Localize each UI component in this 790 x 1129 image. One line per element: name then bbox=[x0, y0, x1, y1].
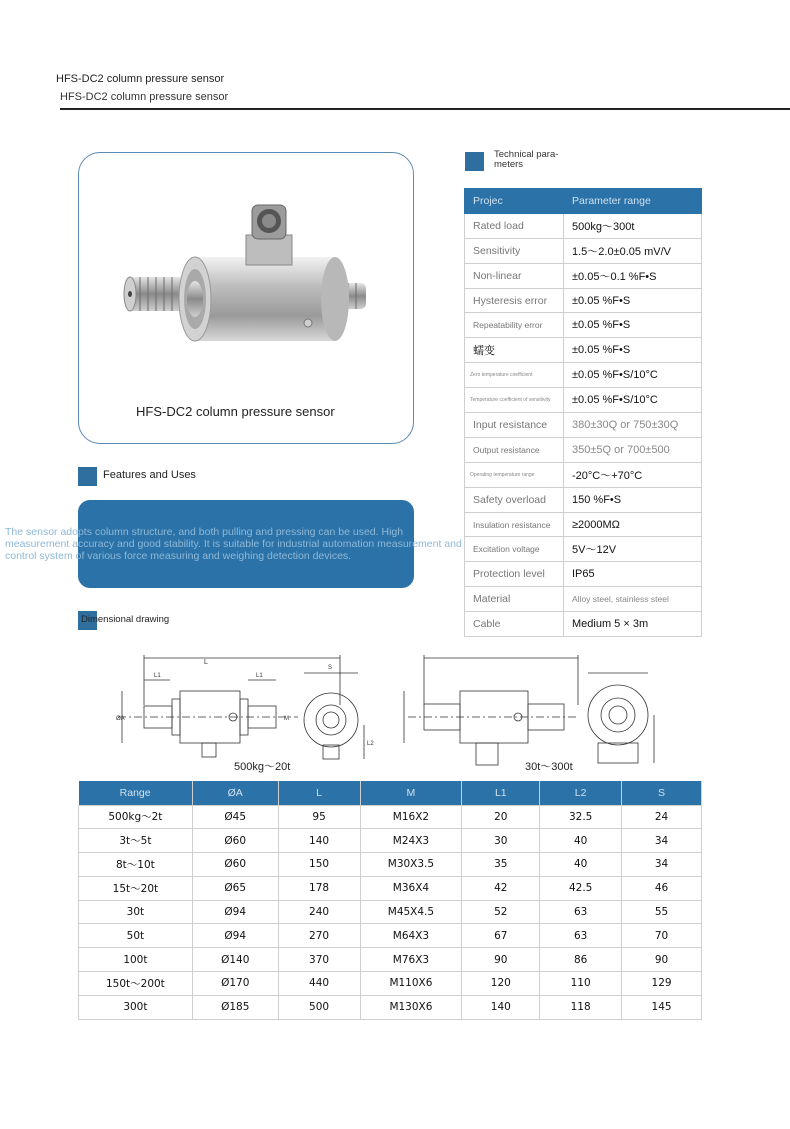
param-value: 1.5～2.0±0.05 mV/V bbox=[564, 238, 702, 263]
cell: 50t bbox=[79, 924, 193, 948]
table-row bbox=[79, 948, 702, 972]
table-row bbox=[465, 213, 702, 238]
table-row bbox=[465, 238, 702, 263]
header-cell: Range bbox=[79, 781, 193, 805]
table-row bbox=[465, 537, 702, 562]
param-name: Input resistance bbox=[465, 413, 564, 438]
cell: 145 bbox=[622, 995, 702, 1019]
cell: 52 bbox=[462, 900, 540, 924]
cell: 500 bbox=[278, 995, 360, 1019]
table-row bbox=[465, 612, 702, 637]
sensor-product-image bbox=[120, 195, 370, 365]
table-row bbox=[79, 900, 702, 924]
cell: 24 bbox=[622, 805, 702, 829]
section-marker bbox=[78, 467, 97, 486]
product-caption: HFS-DC2 column pressure sensor bbox=[136, 404, 335, 419]
table-row bbox=[465, 388, 702, 413]
param-name: Repeatability error bbox=[465, 313, 564, 338]
cell: M36X4 bbox=[360, 876, 462, 900]
cell: 140 bbox=[462, 995, 540, 1019]
param-name: Operating temperature range bbox=[465, 462, 564, 487]
param-name: Safety overload bbox=[465, 487, 564, 512]
param-value: 150 %F•S bbox=[564, 487, 702, 512]
large-sensor-end-view bbox=[588, 673, 654, 763]
page-subtitle: HFS-DC2 column pressure sensor bbox=[60, 91, 229, 103]
dim-label: S bbox=[328, 665, 333, 671]
cell: 35 bbox=[462, 853, 540, 877]
page-title: HFS-DC2 column pressure sensor bbox=[56, 73, 225, 85]
param-name: Output resistance bbox=[465, 437, 564, 462]
cell: 178 bbox=[278, 876, 360, 900]
param-value: 380±30Q or 750±30Q bbox=[564, 413, 702, 438]
header-cell: Parameter range bbox=[564, 189, 702, 214]
cell: 20 bbox=[462, 805, 540, 829]
table-row bbox=[465, 462, 702, 487]
header-cell: L2 bbox=[540, 781, 622, 805]
cell: 118 bbox=[540, 995, 622, 1019]
cell: 40 bbox=[540, 829, 622, 853]
cell: 32.5 bbox=[540, 805, 622, 829]
dim-label: L2 bbox=[367, 741, 374, 747]
cell: 63 bbox=[540, 924, 622, 948]
cell: 129 bbox=[622, 972, 702, 996]
cell: 30t bbox=[79, 900, 193, 924]
dim-label: ØA bbox=[116, 716, 125, 722]
cell: 34 bbox=[622, 829, 702, 853]
cell: 90 bbox=[622, 948, 702, 972]
cell: 370 bbox=[278, 948, 360, 972]
param-value: ±0.05 %F•S bbox=[564, 313, 702, 338]
cell: 440 bbox=[278, 972, 360, 996]
table-row bbox=[465, 487, 702, 512]
cell: M30X3.5 bbox=[360, 853, 462, 877]
features-text: The sensor adopts column structure, and both pulling and pressing can be used. High measurement accuracy and good stability. It is suitable for industrial automation measurement and control system of various force measuring and weighing detection devices. bbox=[5, 526, 462, 562]
cell: 100t bbox=[79, 948, 193, 972]
cell: M130X6 bbox=[360, 995, 462, 1019]
param-name: Protection level bbox=[465, 562, 564, 587]
table-row bbox=[79, 924, 702, 948]
cell: 110 bbox=[540, 972, 622, 996]
header-cell: S bbox=[622, 781, 702, 805]
dimensional-drawing bbox=[78, 655, 702, 775]
param-value: IP65 bbox=[564, 562, 702, 587]
param-name: Non-linear bbox=[465, 263, 564, 288]
table-row bbox=[465, 413, 702, 438]
cell: 55 bbox=[622, 900, 702, 924]
table-row bbox=[465, 363, 702, 388]
param-value: ≥2000MΩ bbox=[564, 512, 702, 537]
dim-label: L1 bbox=[154, 673, 161, 679]
cell: 46 bbox=[622, 876, 702, 900]
dim-label: L bbox=[204, 659, 208, 666]
param-value: Alloy steel, stainless steel bbox=[564, 587, 702, 612]
table-row bbox=[79, 972, 702, 996]
cell: 300t bbox=[79, 995, 193, 1019]
param-value: Medium 5 × 3m bbox=[564, 612, 702, 637]
header-cell: Projec bbox=[465, 189, 564, 214]
param-value: ±0.05 %F•S bbox=[564, 288, 702, 313]
cell: 67 bbox=[462, 924, 540, 948]
header-cell: L bbox=[278, 781, 360, 805]
table-row bbox=[79, 995, 702, 1019]
param-value: 350±5Q or 700±500 bbox=[564, 437, 702, 462]
drawing-title: Dimensional drawing bbox=[81, 614, 170, 625]
drawing-label-large: 30t～300t bbox=[525, 761, 573, 773]
param-name: 蠕变 bbox=[465, 338, 564, 363]
cell: 150 bbox=[278, 853, 360, 877]
cell: 63 bbox=[540, 900, 622, 924]
param-value: 500kg～300t bbox=[564, 213, 702, 238]
table-row bbox=[465, 338, 702, 363]
cell: Ø185 bbox=[192, 995, 278, 1019]
cell: 150t～200t bbox=[79, 972, 193, 996]
table-row bbox=[79, 829, 702, 853]
table-row bbox=[79, 876, 702, 900]
table-row bbox=[465, 263, 702, 288]
cell: Ø65 bbox=[192, 876, 278, 900]
cell: 42 bbox=[462, 876, 540, 900]
param-name: Cable bbox=[465, 612, 564, 637]
section-marker bbox=[465, 152, 484, 171]
param-name: Rated load bbox=[465, 213, 564, 238]
param-name: Temperature coefficient of sensitivity bbox=[465, 388, 564, 413]
header-cell: L1 bbox=[462, 781, 540, 805]
param-name: Sensitivity bbox=[465, 238, 564, 263]
cell: 8t～10t bbox=[79, 853, 193, 877]
param-name: Excitation voltage bbox=[465, 537, 564, 562]
table-row bbox=[79, 853, 702, 877]
table-row bbox=[465, 313, 702, 338]
param-name: Material bbox=[465, 587, 564, 612]
cell: Ø45 bbox=[192, 805, 278, 829]
table-row bbox=[465, 562, 702, 587]
cell: 40 bbox=[540, 853, 622, 877]
cell: 3t～5t bbox=[79, 829, 193, 853]
small-sensor-end-view bbox=[304, 665, 374, 759]
table-row bbox=[79, 805, 702, 829]
param-value: ±0.05～0.1 %F•S bbox=[564, 263, 702, 288]
cell: 270 bbox=[278, 924, 360, 948]
cell: Ø94 bbox=[192, 924, 278, 948]
cell: 42.5 bbox=[540, 876, 622, 900]
dim-label: L1 bbox=[256, 673, 263, 679]
cell: M64X3 bbox=[360, 924, 462, 948]
cell: 240 bbox=[278, 900, 360, 924]
cell: 15t～20t bbox=[79, 876, 193, 900]
small-sensor-side-view bbox=[116, 655, 340, 757]
features-title: Features and Uses bbox=[103, 469, 196, 481]
table-header-row bbox=[79, 781, 702, 805]
cell: M24X3 bbox=[360, 829, 462, 853]
cell: Ø60 bbox=[192, 829, 278, 853]
large-sensor-side-view bbox=[404, 655, 578, 765]
cell: 95 bbox=[278, 805, 360, 829]
cell: M76X3 bbox=[360, 948, 462, 972]
cell: 86 bbox=[540, 948, 622, 972]
cell: 70 bbox=[622, 924, 702, 948]
cell: Ø94 bbox=[192, 900, 278, 924]
header-cell: M bbox=[360, 781, 462, 805]
cell: 120 bbox=[462, 972, 540, 996]
param-value: 5V～12V bbox=[564, 537, 702, 562]
cell: 140 bbox=[278, 829, 360, 853]
param-value: ±0.05 %F•S bbox=[564, 338, 702, 363]
table-header-row bbox=[465, 189, 702, 214]
technical-title: Technical para-meters bbox=[494, 149, 559, 170]
dim-label: M bbox=[284, 716, 289, 722]
cell: 34 bbox=[622, 853, 702, 877]
cell: 90 bbox=[462, 948, 540, 972]
table-row bbox=[465, 288, 702, 313]
header-cell: ØA bbox=[192, 781, 278, 805]
param-value: -20°C～+70°C bbox=[564, 462, 702, 487]
cell: Ø140 bbox=[192, 948, 278, 972]
table-row bbox=[465, 437, 702, 462]
cell: M110X6 bbox=[360, 972, 462, 996]
dimensions-table bbox=[78, 781, 702, 1020]
technical-parameters-table bbox=[464, 188, 702, 637]
param-value: ±0.05 %F•S/10°C bbox=[564, 363, 702, 388]
cell: M45X4.5 bbox=[360, 900, 462, 924]
param-name: Zero temperature coefficient bbox=[465, 363, 564, 388]
cell: Ø60 bbox=[192, 853, 278, 877]
param-name: Hysteresis error bbox=[465, 288, 564, 313]
cell: Ø170 bbox=[192, 972, 278, 996]
table-row bbox=[465, 587, 702, 612]
cell: 500kg～2t bbox=[79, 805, 193, 829]
param-name: Insulation resistance bbox=[465, 512, 564, 537]
drawing-label-small: 500kg～20t bbox=[234, 761, 291, 773]
cell: 30 bbox=[462, 829, 540, 853]
table-row bbox=[465, 512, 702, 537]
cell: M16X2 bbox=[360, 805, 462, 829]
param-value: ±0.05 %F•S/10°C bbox=[564, 388, 702, 413]
header-divider bbox=[60, 108, 790, 110]
